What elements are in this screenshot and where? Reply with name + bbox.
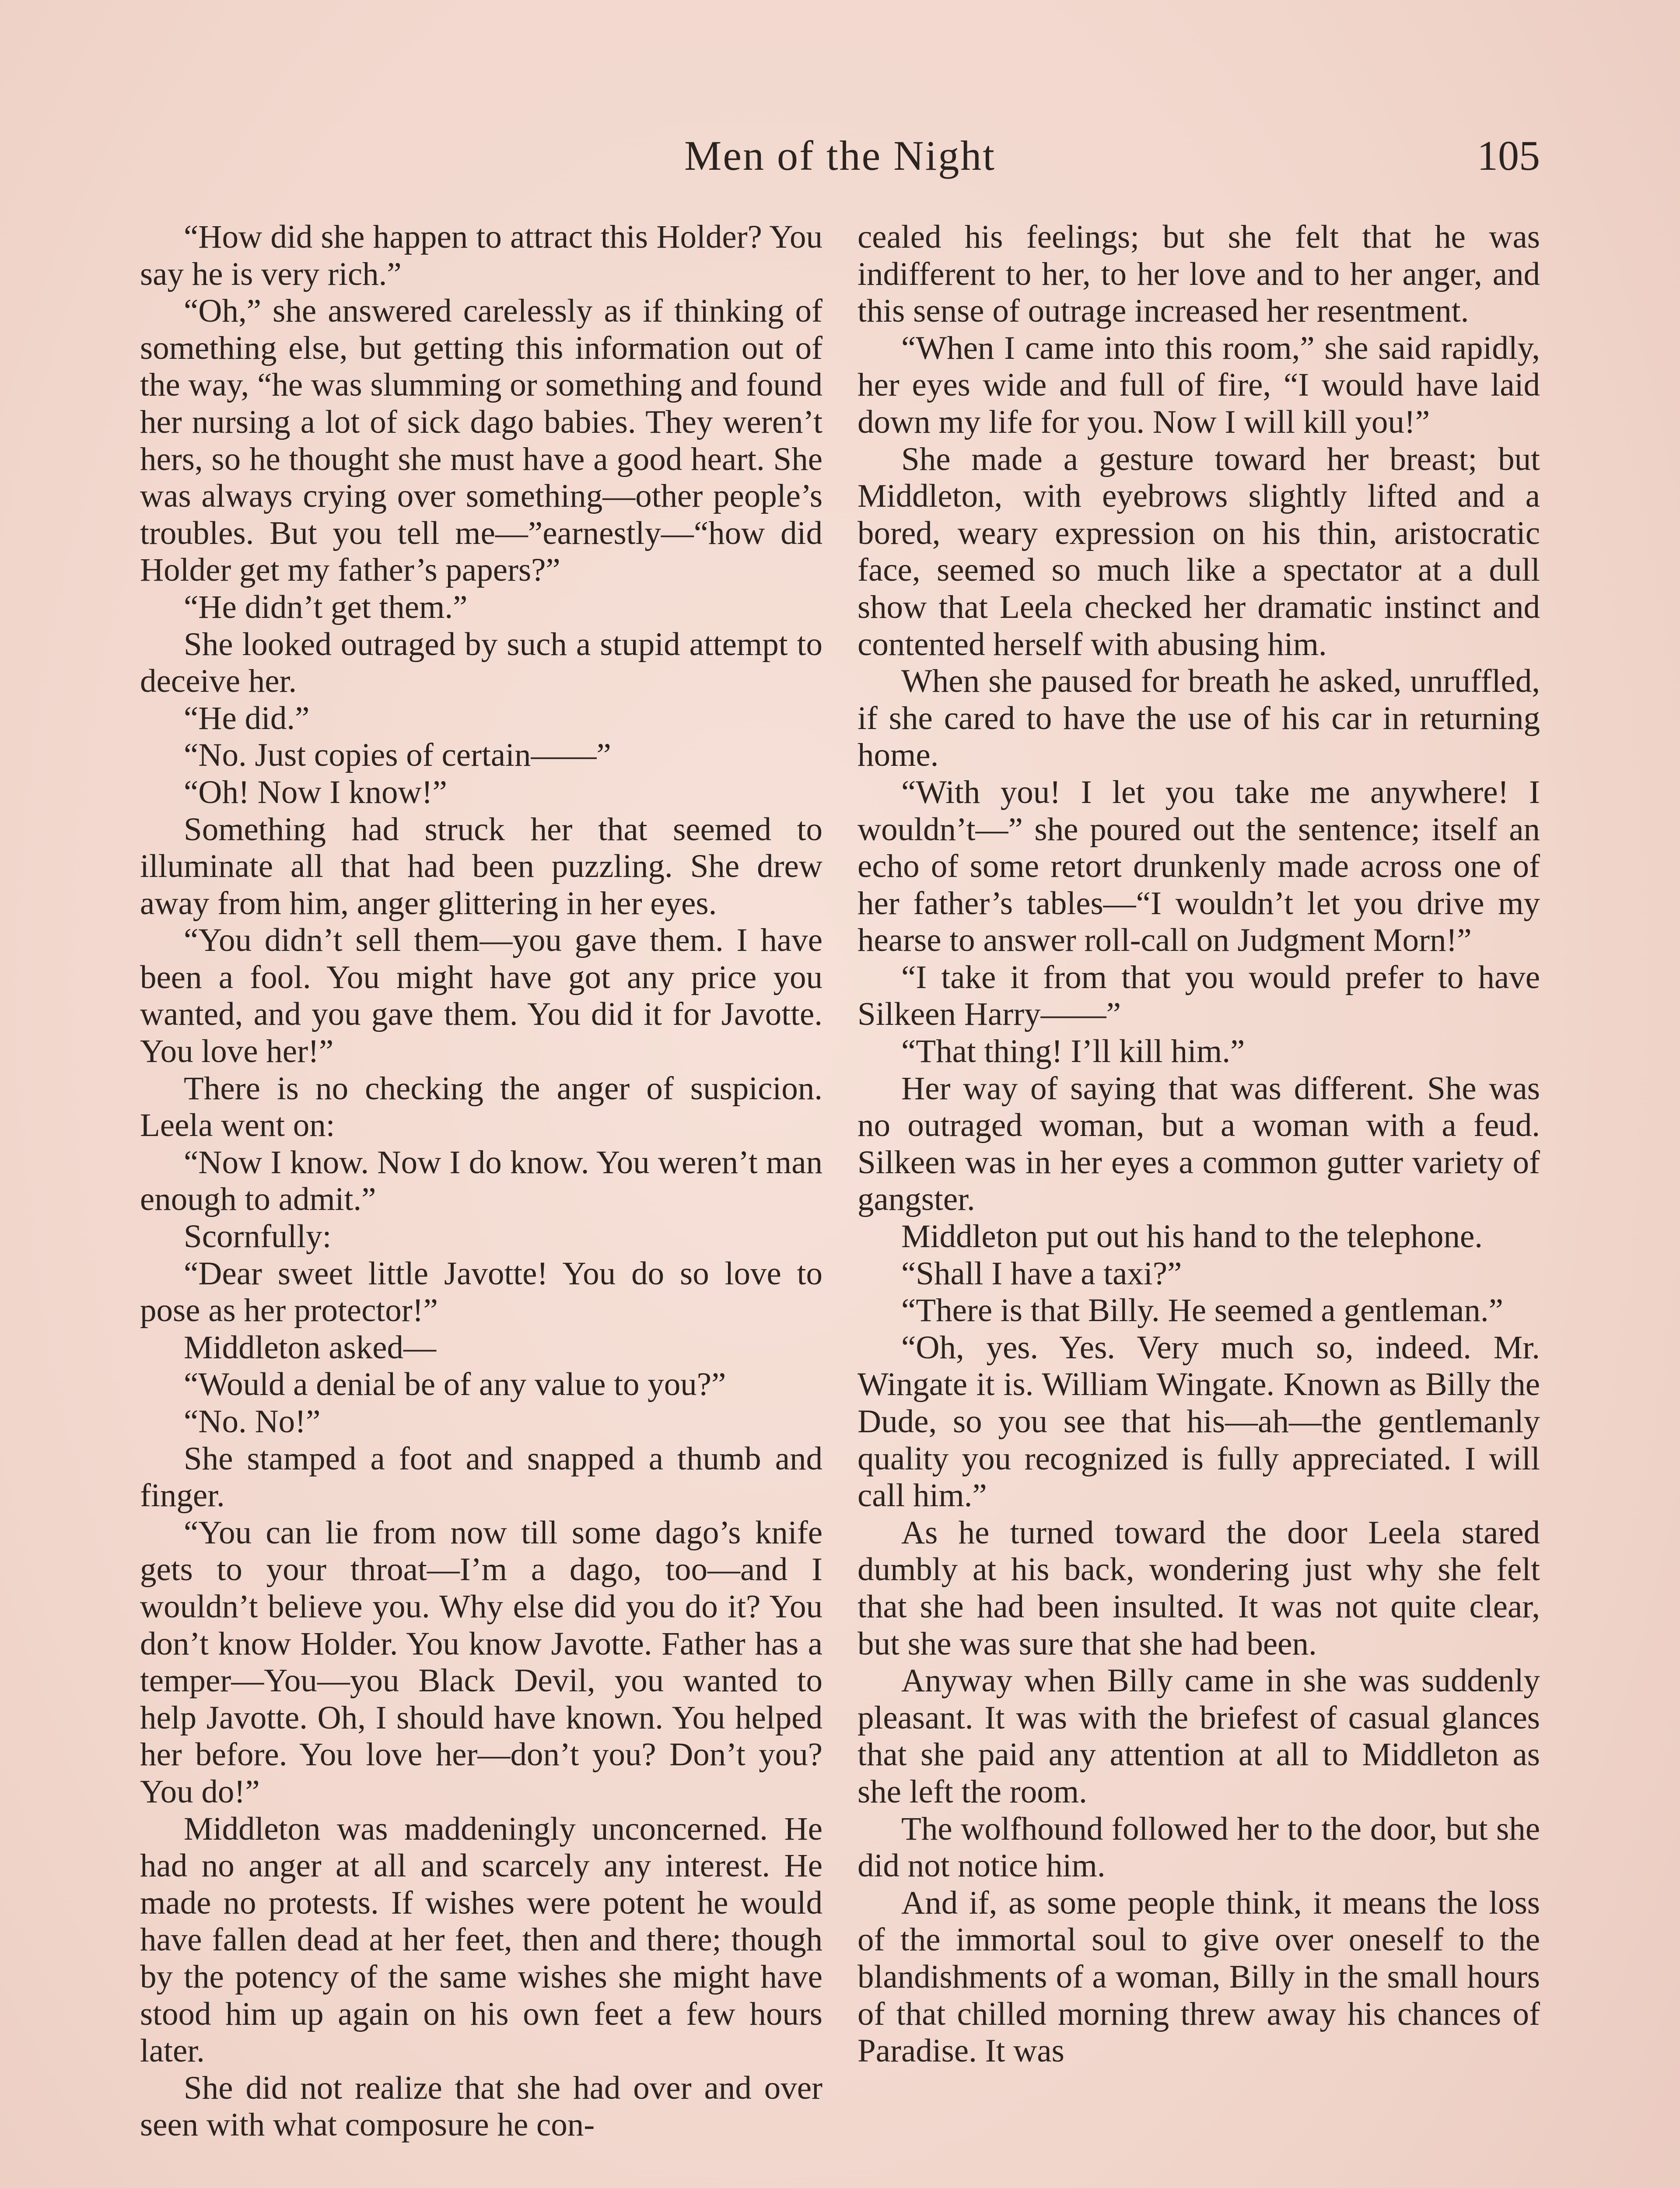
text-columns xyxy=(140,219,1540,2188)
paragraph: “He didn’t get them.” xyxy=(184,589,468,625)
paragraph: And if, as some people think, it means the loss of the immortal soul to give over oneself to the blandishments of a woman, Billy in the small hours of that chilled morning threw away his chances of Paradise. It was xyxy=(858,1884,1540,2069)
paragraph: “Dear sweet little Javotte! You do so love to pose as her protector!” xyxy=(140,1255,822,1329)
left-column xyxy=(140,219,822,2188)
paragraph: She did not realize that she had over and over seen with what composure he con- xyxy=(140,2069,822,2143)
paragraph: Something had struck her that seemed to illuminate all that had been puzzling. She drew away from him, anger glittering in her eyes. xyxy=(140,811,822,922)
paragraph: Middleton was maddeningly unconcerned. He had no anger at all and scarcely any interest. He made no protests. If wishes were potent he would have fallen dead at her feet, then and there; though by the potency of the same wishes she might have stood him up again on his own feet a few hours later. xyxy=(140,1810,822,2069)
paragraph: “He did.” xyxy=(184,700,310,736)
paragraph: She stamped a foot and snapped a thumb and finger. xyxy=(140,1440,822,1514)
right-column xyxy=(858,219,1540,2188)
paragraph: Middleton put out his hand to the telephone. xyxy=(901,1218,1483,1255)
paragraph: When she paused for breath he asked, unruffled, if she cared to have the use of his car in returning home. xyxy=(858,663,1540,774)
paragraph: She looked outraged by such a stupid attempt to deceive her. xyxy=(140,626,822,700)
running-head: Men of the Night xyxy=(684,132,996,179)
paragraph: As he turned toward the door Leela stared dumbly at his back, wondering just why she felt that she had been insulted. It was not quite clear, but she was sure that she had been. xyxy=(858,1514,1540,1662)
paragraph: Anyway when Billy came in she was suddenly pleasant. It was with the briefest of casual glances that she paid any attention at all to Middleton as she left the room. xyxy=(858,1662,1540,1810)
page-number: 105 xyxy=(1477,132,1540,179)
paragraph: There is no checking the anger of suspicion. Leela went on: xyxy=(140,1070,822,1144)
paragraph: “How did she happen to attract this Holder? You say he is very rich.” xyxy=(140,219,822,292)
paragraph: “Oh,” she answered carelessly as if thinking of something else, but getting this information out of the way, “he was slumming or something and found her nursing a lot of sick dago babies. They weren’t hers, so he thought she must have a good heart. She was always crying over something—other people’s troubles. But you tell me—”earnestly—“how did Holder get my father’s papers?” xyxy=(140,293,822,589)
paragraph: “You can lie from now till some dago’s knife gets to your throat—I’m a dago, too—and I wouldn’t believe you. Why else did you do it? You don’t know Holder. You know Javotte. Father has a temper—You—you Black Devil, you wanted to help Javotte. Oh, I should have known. You helped her before. You love her—don’t you? Don’t you? You do!” xyxy=(140,1514,822,1810)
paragraph: Scornfully: xyxy=(184,1218,332,1255)
paragraph: “With you! I let you take me anywhere! I wouldn’t—” she poured out the sentence; itself an echo of some retort drunkenly made across one of her father’s tables—“I wouldn’t let you drive my hearse to answer roll-call on Judgment Morn!” xyxy=(858,774,1540,959)
paragraph: “No. Just copies of certain——” xyxy=(184,737,611,774)
paragraph: “There is that Billy. He seemed a gentleman.” xyxy=(901,1292,1503,1329)
paragraph: The wolfhound followed her to the door, but she did not notice him. xyxy=(858,1810,1540,1884)
paragraph: “No. No!” xyxy=(184,1403,321,1440)
paragraph: Middleton asked— xyxy=(184,1329,437,1366)
paragraph: “Oh! Now I know!” xyxy=(184,774,447,810)
paragraph: “I take it from that you would prefer to have Silkeen Harry——” xyxy=(858,959,1540,1033)
paragraph: Her way of saying that was different. She was no outraged woman, but a woman with a feud. Silkeen was in her eyes a common gutter variety of gangster. xyxy=(858,1070,1540,1218)
paragraph: “You didn’t sell them—you gave them. I have been a fool. You might have got any price you wanted, and you gave them. You did it for Javotte. You love her!” xyxy=(140,922,822,1070)
paragraph: She made a gesture toward her breast; but Middleton, with eyebrows slightly lifted and a bored, weary expression on his thin, aristocratic face, seemed so much like a spectator at a dull show that Leela checked her dramatic instinct and contented herself with abusing him. xyxy=(858,441,1540,663)
paragraph: “Would a denial be of any value to you?” xyxy=(184,1366,726,1403)
paragraph: “That thing! I’ll kill him.” xyxy=(901,1033,1245,1070)
continued-paragraph: cealed his feelings; but she felt that he was indifferent to her, to her love and to her anger, and this sense of outrage increased her resentment. xyxy=(858,219,1540,330)
paragraph: “Oh, yes. Yes. Very much so, indeed. Mr. Wingate it is. William Wingate. Known as Billy the Dude, so you see that his—ah—the gentlemanly quality you recognized is fully appreciated. I will call him.” xyxy=(858,1329,1540,1514)
paragraph: “Shall I have a taxi?” xyxy=(901,1255,1182,1292)
page-header xyxy=(140,131,1540,193)
paragraph: “Now I know. Now I do know. You weren’t man enough to admit.” xyxy=(140,1144,822,1218)
paragraph: “When I came into this room,” she said rapidly, her eyes wide and full of fire, “I would have laid down my life for you. Now I will kill you!” xyxy=(858,330,1540,440)
